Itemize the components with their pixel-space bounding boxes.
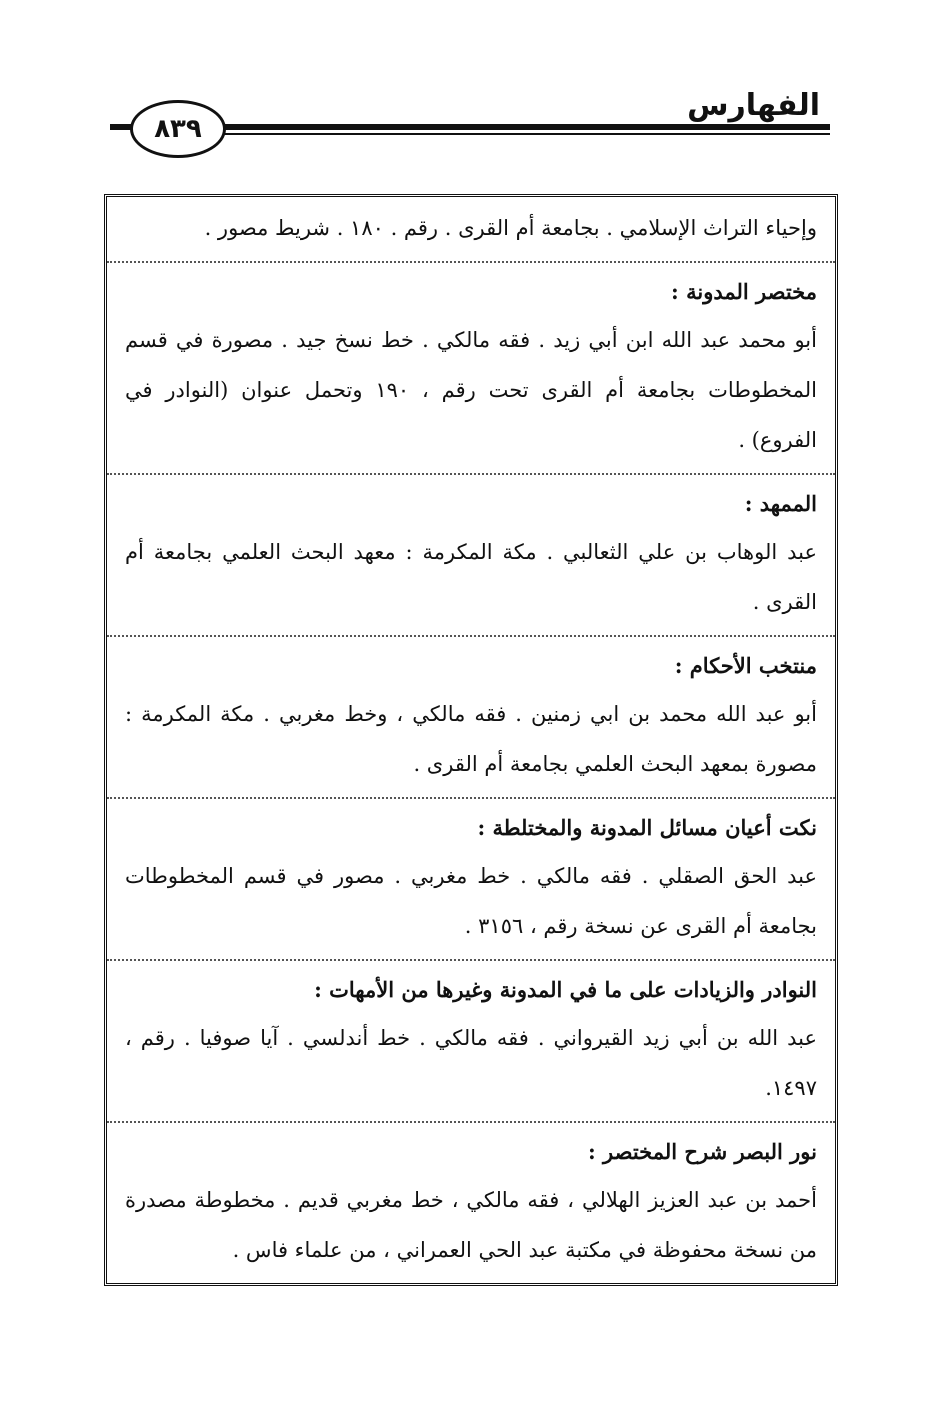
page-title: الفهارس <box>687 88 820 123</box>
entry-title: نكت أعيان مسائل المدونة والمختلطة : <box>477 815 817 840</box>
index-entry <box>107 1123 835 1283</box>
header-rule-thin <box>200 133 830 135</box>
index-box <box>104 194 838 1286</box>
index-entry <box>107 475 835 637</box>
entry-body: وإحياء التراث الإسلامي . بجامعة أم القرى . رقم . ١٨٠ . شريط مصور . <box>204 216 817 240</box>
page-header <box>110 80 830 160</box>
entry-body: عبد الحق الصقلي . فقه مالكي . خط مغربي . مصور في قسم المخطوطات بجامعة أم القرى عن نسخة رقم ، ٣١٥٦ . <box>125 864 817 938</box>
index-entry <box>107 197 835 263</box>
entry-title: نور البصر شرح المختصر : <box>587 1139 817 1164</box>
entry-title: منتخب الأحكام : <box>674 653 817 678</box>
entry-title: الممهد : <box>744 491 817 516</box>
entry-body: أبو عبد الله محمد بن ابي زمنين . فقه مالكي ، وخط مغربي . مكة المكرمة : مصورة بمعهد البحث العلمي بجامعة أم القرى . <box>125 702 817 776</box>
index-entry <box>107 263 835 475</box>
page-number: ٨٣٩ <box>130 100 226 158</box>
entry-body: أبو محمد عبد الله ابن أبي زيد . فقه مالكي . خط نسخ جيد . مصورة في قسم المخطوطات بجامعة أم القرى تحت رقم ، ١٩٠ وتحمل عنوان (النوادر في الفروع) . <box>125 328 817 452</box>
entry-title: النوادر والزيادات على ما في المدونة وغيرها من الأمهات : <box>314 977 817 1002</box>
entry-body: عبد الوهاب بن علي الثعالبي . مكة المكرمة : معهد البحث العلمي بجامعة أم القرى . <box>125 540 817 614</box>
header-rule <box>200 124 830 130</box>
entry-body: أحمد بن عبد العزيز الهلالي ، فقه مالكي ، خط مغربي قديم . مخطوطة مصدرة من نسخة محفوظة في مكتبة عبد الحي العمراني ، من علماء فاس . <box>125 1188 817 1262</box>
index-entry <box>107 637 835 799</box>
index-entry <box>107 799 835 961</box>
entry-body: عبد الله بن أبي زيد القيرواني . فقه مالكي . خط أندلسي . آيا صوفيا . رقم ، ١٤٩٧. <box>125 1026 817 1100</box>
index-entry <box>107 961 835 1123</box>
entry-title: مختصر المدونة : <box>671 279 817 304</box>
